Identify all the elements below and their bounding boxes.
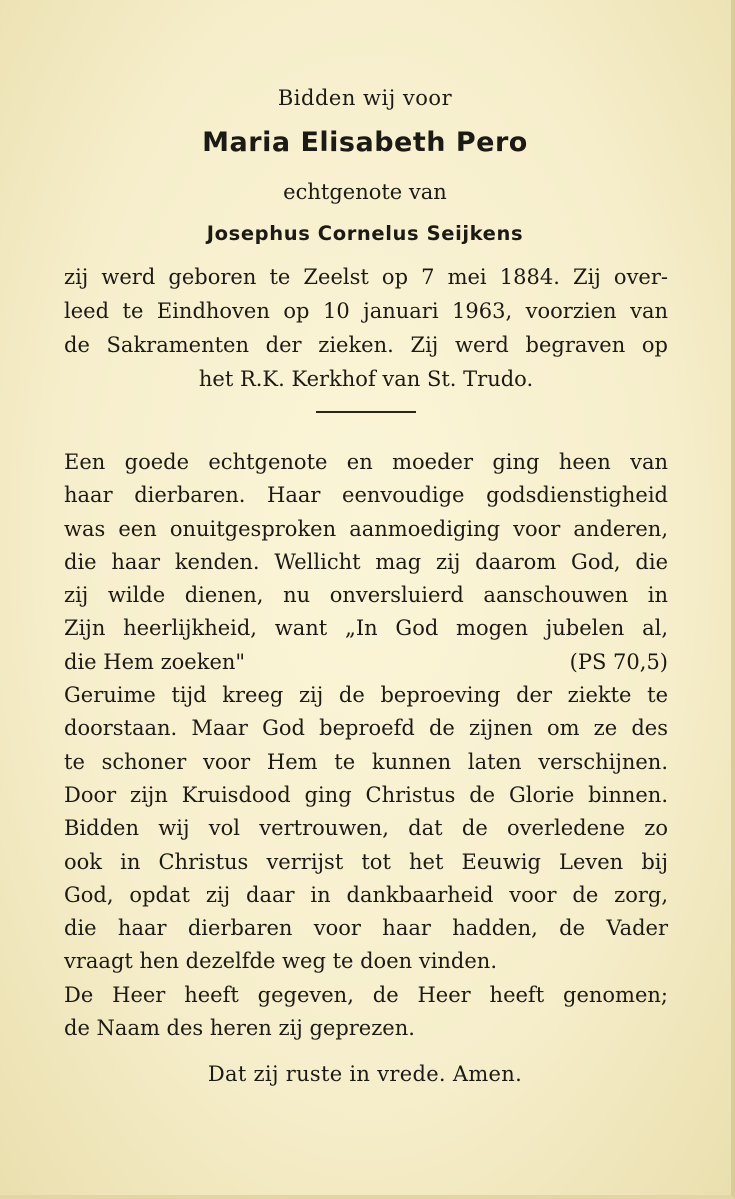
divider-rule — [316, 411, 416, 413]
relation-text: echtgenote van — [283, 180, 447, 204]
quote-text: die Hem zoeken" — [64, 649, 246, 674]
bio-line: zij werd geboren te Zeelst op 7 mei 1884. Zij over- — [64, 265, 668, 289]
text-line: God, opdat zij daar in dankbaarheid voor de zorg, — [64, 882, 668, 907]
text-line: die haar dierbaren voor haar hadden, de Vader — [64, 916, 668, 941]
text-line: haar dierbaren. Haar eenvoudige godsdienstigheid — [64, 483, 668, 508]
text-line: was een onuitgesproken aanmoediging voor anderen, — [64, 516, 668, 541]
bio-line: de Sakramenten der zieken. Zij werd begraven op — [64, 333, 668, 357]
text-line: Bidden wij vol vertrouwen, dat de overledene zo — [64, 816, 668, 841]
text-line: De Heer heeft gegeven, de Heer heeft genomen; — [64, 982, 668, 1007]
text-line: doorstaan. Maar God beproefd de zijnen om ze des — [64, 716, 668, 741]
memorial-text — [64, 446, 668, 1045]
text-line: Een goede echtgenote en moeder ging heen van — [64, 450, 668, 474]
bio-line: het R.K. Kerkhof van St. Trudo. — [198, 367, 534, 391]
text-line: Door zijn Kruisdood ging Christus de Glorie binnen. — [64, 782, 668, 807]
quote-line — [64, 646, 668, 679]
text-line: Zijn heerlijkheid, want „In God mogen jubelen al, — [64, 616, 668, 641]
text-line: vraagt hen dezelfde weg te doen vinden. — [64, 949, 498, 974]
text-line: zij wilde dienen, nu onversluierd aanschouwen in — [64, 583, 668, 608]
psalm-reference: (PS 70,5) — [569, 649, 668, 674]
text-line: die haar kenden. Wellicht mag zij daarom God, die — [64, 549, 668, 574]
bio-line: leed te Eindhoven op 10 januari 1963, voorzien van — [64, 299, 668, 323]
text-line: de Naam des heren zij geprezen. — [64, 1016, 415, 1041]
text-line: ook in Christus verrijst tot het Eeuwig Leven bij — [64, 849, 668, 874]
biography-paragraph — [64, 260, 668, 396]
deceased-name: Maria Elisabeth Pero — [202, 127, 528, 158]
intro-text: Bidden wij voor — [277, 86, 453, 110]
spouse-name: Josephus Cornelus Seijkens — [206, 222, 524, 245]
text-line: Geruime tijd kreeg zij de beproeving der ziekte te — [64, 683, 668, 708]
closing-prayer: Dat zij ruste in vrede. Amen. — [207, 1062, 523, 1086]
text-line: te schoner voor Hem te kunnen laten verschijnen. — [64, 749, 668, 774]
